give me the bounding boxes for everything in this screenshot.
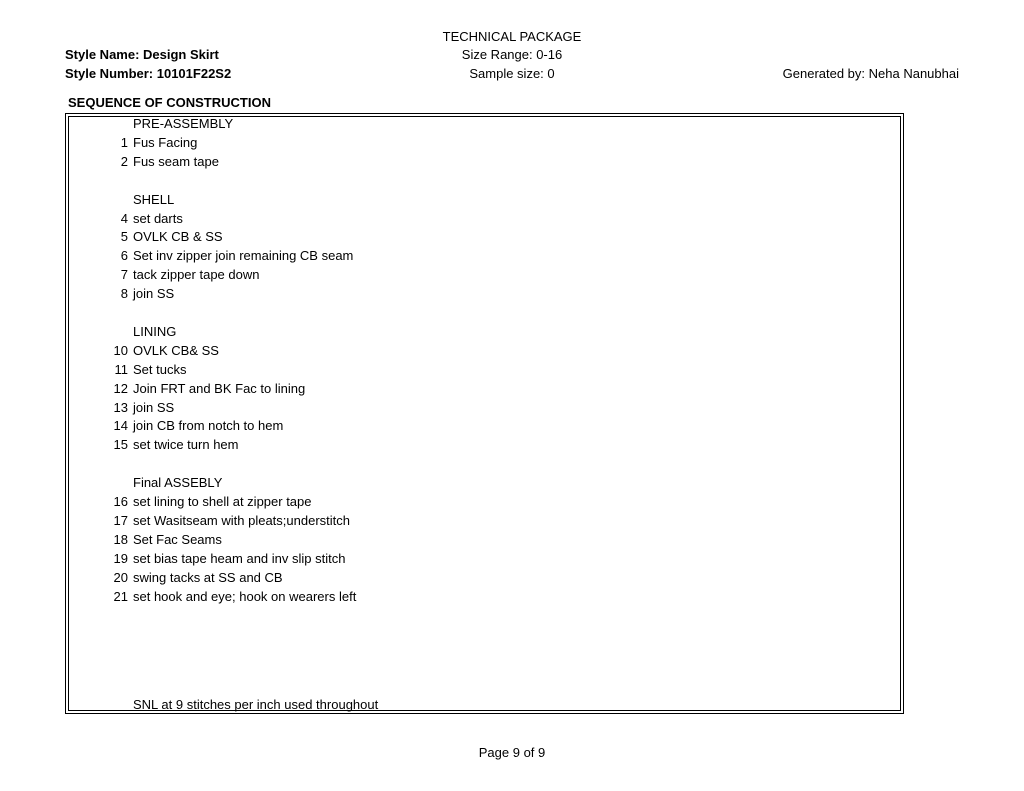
step-text: Set tucks [133,361,187,377]
step-text: OVLK CB& SS [133,342,219,358]
size-range: Size Range: 0-16 [461,47,563,62]
step-text: set Wasitseam with pleats;understitch [133,512,350,528]
step-number: 17 [113,512,128,528]
step-text: tack zipper tape down [133,267,260,283]
section-title: SEQUENCE OF CONSTRUCTION [68,95,271,110]
generated-by: Generated by: Neha Nanubhai [782,66,959,81]
step-number: 10 [113,342,128,358]
step-text: set darts [133,210,183,226]
step-number: 13 [113,399,128,415]
page-number: Page 9 of 9 [478,745,546,760]
step-number: 19 [113,550,128,566]
step-text: swing tacks at SS and CB [133,569,283,585]
step-text: Fus seam tape [133,153,219,169]
step-text: join SS [133,286,175,302]
step-number: 11 [114,361,128,377]
step-text: set lining to shell at zipper tape [133,494,312,509]
section-heading: PRE-ASSEMBLY [133,116,234,131]
step-number: 15 [113,437,128,453]
section-heading: LINING [133,323,177,339]
step-number: 16 [113,494,128,509]
step-number: 1 [120,134,128,150]
sample-size: Sample size: 0 [469,66,555,81]
section-heading: SHELL [133,191,175,207]
step-number: 8 [120,286,128,302]
step-number: 14 [113,418,128,434]
step-number: 4 [120,210,128,226]
style-name: Style Name: Design Skirt [65,47,219,62]
section-heading: Final ASSEBLY [133,475,223,491]
step-number: 2 [120,153,128,169]
footer-note: SNL at 9 stitches per inch used throughout [133,697,379,712]
step-text: set twice turn hem [133,437,239,453]
step-number: 12 [113,380,128,396]
construction-sequence-inner-border [68,116,901,711]
step-text: OVLK CB & SS [133,229,223,245]
step-text: Fus Facing [133,134,198,150]
step-text: set hook and eye; hook on wearers left [133,588,357,604]
step-number: 6 [120,248,128,264]
step-number: 18 [113,531,128,547]
step-number: 5 [120,229,128,245]
step-text: join SS [133,399,175,415]
step-number: 7 [120,267,128,283]
step-text: Join FRT and BK Fac to lining [133,380,306,396]
construction-sequence-box [65,113,904,714]
step-text: set bias tape heam and inv slip stitch [133,550,346,566]
step-text: Set Fac Seams [133,531,222,547]
doc-title: TECHNICAL PACKAGE [442,29,582,44]
step-text: Set inv zipper join remaining CB seam [133,248,354,264]
step-text: join CB from notch to hem [133,418,284,434]
style-number: Style Number: 10101F22S2 [65,66,232,81]
step-number: 20 [113,569,128,585]
step-number: 21 [113,588,128,604]
